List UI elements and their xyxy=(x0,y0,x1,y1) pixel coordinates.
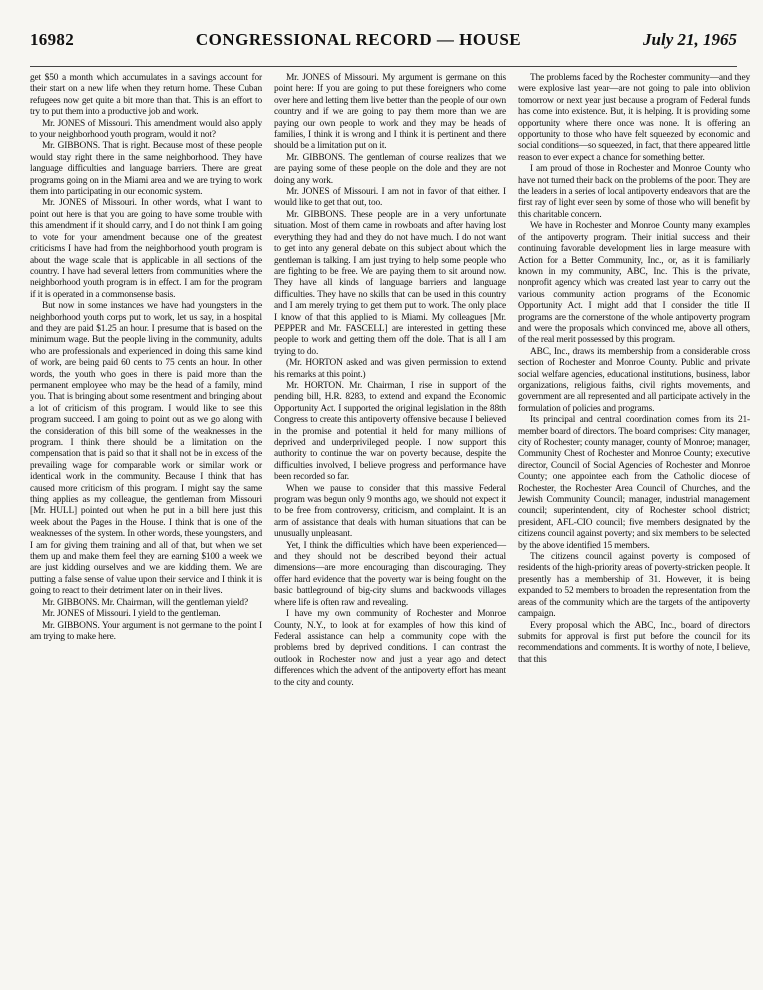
paragraph: I have my own community of Rochester and Monroe County, N.Y., to look at for examples of how this kind of Federal assistance can help a community cope with the problems bred by deprived conditions. I can contrast the outlook in Rochester now and just a year ago and detect differences which the advent of the antipoverty effort has meant to the city and county. xyxy=(274,609,506,688)
paragraph: We have in Rochester and Monroe County many examples of the antipoverty program. Their initial success and their continuing favorable development lies in large measure with Action for a Better Community, Inc., or, as it is familiarly known in my community, ABC, Inc. This is the private, nonprofit agency which was created last year to carry out the various community action programs of the Economic Opportunity Act. I might add that I consider the title II programs are the cornerstone of the whole antipoverty program and were the proposals which convinced me, above all others, of the real merit possessed by this program. xyxy=(518,221,750,346)
paragraph: Mr. JONES of Missouri. I am not in favor of that either. I would like to get that out, too. xyxy=(274,187,506,209)
paragraph: Mr. JONES of Missouri. This amendment would also apply to your neighborhood youth program, would it not? xyxy=(30,118,262,141)
page-number: 16982 xyxy=(30,30,74,49)
paragraph: I am proud of those in Rochester and Monroe County who have not turned their back on the problems of the poor. They are the leaders in a series of local antipoverty endeavors that are the first ray of light ever seen by some of those who will benefit by this charitable concern. xyxy=(518,164,750,220)
paragraph: When we pause to consider that this massive Federal program was begun only 9 months ago, we should not expect it to be free from controversy, criticism, and complaint. It is an arm of assistance that deals with human situations that can be unusually unpleasant. xyxy=(274,483,506,540)
paragraph: get $50 a month which accumulates in a savings account for their start on a new life when they return home. These Cuban refugees now get quite a bit more than that. This is an effort to try to put them into a productive job and work. xyxy=(30,73,262,118)
paragraph: Yet, I think the difficulties which have been experienced—and they should not be described beyond their actual dimensions—are more encouraging than discouraging. They offer hard evidence that the poverty war is being fought on the basic battleground of big-city slums and backwoods villages where life is often raw and revealing. xyxy=(274,540,506,608)
paragraph: Mr. HORTON. Mr. Chairman, I rise in support of the pending bill, H.R. 8283, to extend and expand the Economic Opportunity Act. I supported the original legislation in the 88th Congress to create this antipoverty offensive because I believed in the promise and potential it held for many millions of deprived and underprivileged people. I now support this authority to continue the war on poverty because, despite the difficulties involved, I believe progress and performance have been recorded so far. xyxy=(274,380,506,483)
paragraph: The citizens council against poverty is composed of residents of the high-priority areas of poverty-stricken people. It presently has a membership of 31. However, it is being expanded to 52 members to broaden the representation from the areas of the community which are the targets of the antipoverty campaign. xyxy=(518,552,750,620)
column-2 xyxy=(274,73,506,689)
paragraph: Mr. GIBBONS. These people are in a very unfortunate situation. Most of them came in rowboats and after having lost everything they had and they do not have much. I do not want to get into any general debate on this subject about which the gentleman is talking. I am just trying to help some people who are fighting to be free. We are paying them to sit around now. They have all kinds of language barriers and language difficulties. They have no skills that can be used in this country and I am merely trying to get them put to work. The only place I know of that this applied to is Miami. My colleagues [Mr. PEPPER and Mr. FASCELL] are interested in getting these people to work and getting them off the dole. That is all I am trying to do. xyxy=(274,209,506,357)
paragraph: Mr. JONES of Missouri. In other words, what I want to point out here is that you are going to have some trouble with this amendment if it should carry, and I do not think I am going to vote for your amendment because one of the greatest criticisms I have had from the neighborhood youth program is about the wage scale that is applicable in all sections of the country. I have had several letters from communities where the neighborhood youth program is in effect. I am for the program if it is operated in a commonsense basis. xyxy=(30,198,262,300)
paragraph: Mr. JONES of Missouri. I yield to the gentleman. xyxy=(42,609,221,620)
column-1 xyxy=(30,73,262,689)
paragraph: Mr. GIBBONS. Mr. Chairman, will the gentleman yield? xyxy=(42,597,248,608)
paragraph: Mr. GIBBONS. Your argument is not germane to the point I am trying to make here. xyxy=(30,620,262,642)
paragraph: Every proposal which the ABC, Inc., board of directors submits for approval is first put before the council for its recommendations and comments. It is worthy of note, I believe, that this xyxy=(518,620,750,665)
paragraph: (Mr. HORTON asked and was given permission to extend his remarks at this point.) xyxy=(274,358,506,380)
paragraph: Mr. GIBBONS. That is right. Because most of these people would stay right there in the same neighborhood. They have language difficulties and language barriers. There are great programs going on in the Miami area and we are trying to work them into participating in our economic system. xyxy=(30,141,262,198)
paragraph: The problems faced by the Rochester community—and they were explosive last year—are not going to pale into oblivion tomorrow or next year just because a program of Federal funds has come into existence. But, it is helping. It is providing some opportunity where there once was none. It is offering an opportunity to those who have felt squeezed by economic and social conditions—so squeezed, in fact, that there appeared little reason to ever expect a chance for something better. xyxy=(518,73,750,163)
paragraph: But now in some instances we have had youngsters in the neighborhood youth corps put to work, let us say, in a hospital and they are paid $1.25 an hour. I presume that is based on the minimum wage. But the people living in the community, adults who are professionals and experienced in doing this same kind of work, are being paid 60 cents to 75 cents an hour. In other words, the youth who goes in there is paid more than the permanent employee who may be the head of a family, mind you. That is bringing about some resentment and bringing about a lot of criticism of this program. I would like to see this program succeed. I am going to point out as we go along with the consideration of this bill some of the weaknesses in the program. I think there should be a limitation on the compensation that is paid so that it shall not be in excess of the prevailing wage for comparable work or similar work or identical work in the community. Because I think that has caused more criticism of this program. I might say the same thing applies as my colleague, the gentleman from Missouri [Mr. HULL] pointed out when he put in a bill here just this week about the Pages in the House. I think that is one of the weaknesses of the system. In other words, these youngsters, and I am for giving them training and all of that, but when we set them up and make them feel they are earning $100 a week we are just kidding ourselves and we are kidding them. We are putting a false sense of value upon their service and I think it is going to react to their detriment later on in their lives. xyxy=(30,301,262,597)
text-columns xyxy=(30,73,751,689)
publication-date: July 21, 1965 xyxy=(643,30,737,49)
paragraph: Mr. JONES of Missouri. My argument is germane on this point here: If you are going to put these foreigners who come over here and letting them live better than the people of our own country and if we are going to pay them more than we are paying our own people to work and they may be heads of families, I think it is wrong and I think it is pertinent and there should be a limitation put on it. xyxy=(274,73,506,152)
paragraph: Its principal and central coordination comes from its 21-member board of directors. The board comprises: City manager, city of Rochester; county manager, county of Monroe; manager, Community Chest of Rochester and Monroe County; executive director, Council of Social Agencies of Rochester and Monroe County; one appointee each from the Catholic diocese of Rochester, the Rochester Area Council of Churches, and the Jewish Community Council; manager, industrial management council; superintendent, city of Rochester school district; president, AFL-CIO council; five members designated by the citizens council against poverty; and six members to be selected by the above identified 15 members. xyxy=(518,415,750,551)
column-3 xyxy=(518,73,750,689)
page-header xyxy=(30,30,737,67)
paragraph: ABC, Inc., draws its membership from a considerable cross section of Rochester and Monroe County. Public and private social welfare agencies, educational institutions, business, labor organizations, religious faiths, civil rights movements, and government are all represented and all participate actively in the formulation of policies and programs. xyxy=(518,346,750,414)
publication-title: CONGRESSIONAL RECORD — HOUSE xyxy=(195,30,522,49)
paragraph: Mr. GIBBONS. The gentleman of course realizes that we are paying some of these people on the dole and they are not doing any work. xyxy=(274,152,506,186)
